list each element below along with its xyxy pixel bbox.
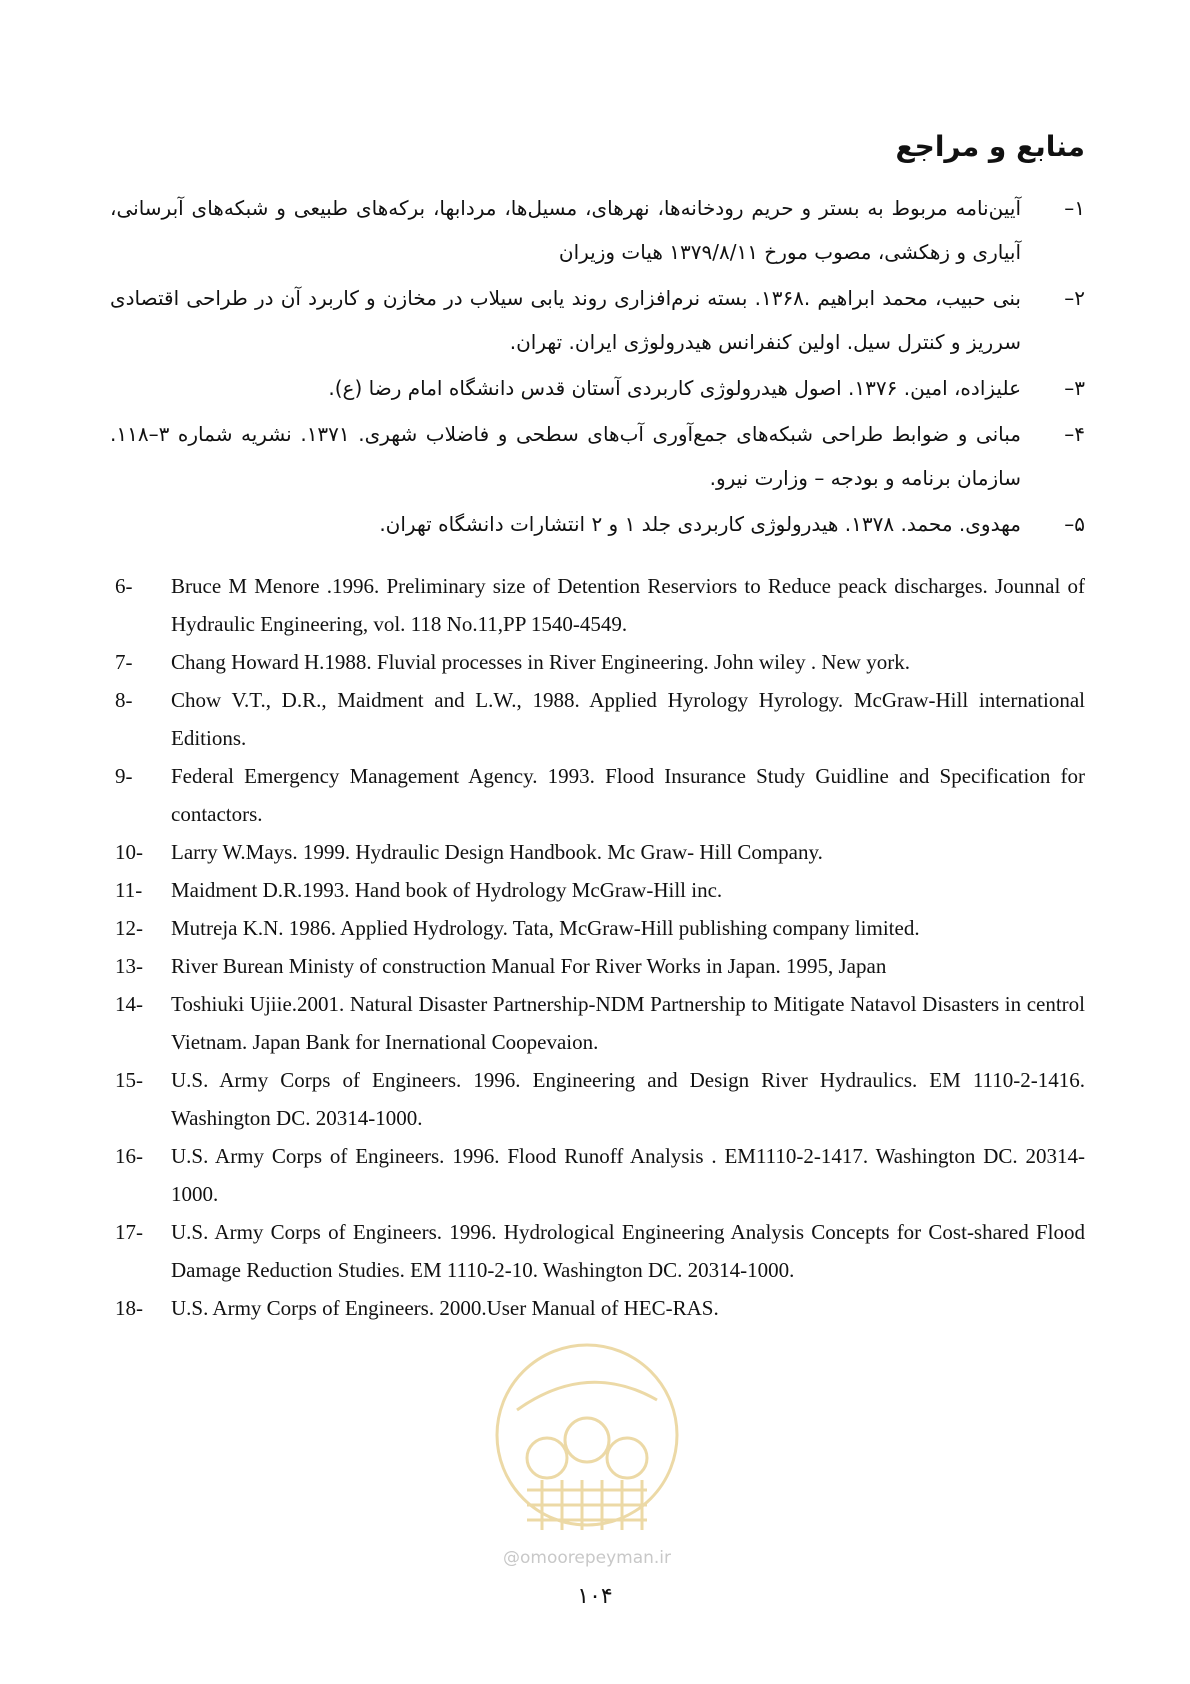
section-title: منابع و مراجع [895, 130, 1085, 163]
reference-number: 9- [115, 764, 133, 788]
reference-text: Chang Howard H.1988. Fluvial processes in River Engineering. John wiley . New york. [171, 650, 910, 674]
persian-reference-list [110, 186, 1085, 548]
reference-text: Bruce M Menore .1996. Preliminary size of Detention Reserviors to Reduce peack discharges. Jounnal of Hydraulic Engineering, vol. 118 No.11,PP 1540-4549. [171, 574, 1085, 636]
reference-item [115, 909, 1085, 947]
reference-item [115, 643, 1085, 681]
reference-item [110, 412, 1085, 500]
reference-number: ۵– [1064, 512, 1085, 536]
reference-text: Mutreja K.N. 1986. Applied Hydrology. Tata, McGraw-Hill publishing company limited. [171, 916, 920, 940]
reference-text: River Burean Ministy of construction Manual For River Works in Japan. 1995, Japan [171, 954, 887, 978]
reference-item [110, 276, 1085, 364]
reference-item [115, 1061, 1085, 1137]
reference-item [115, 681, 1085, 757]
reference-number: ۱– [1064, 196, 1085, 220]
reference-text: Maidment D.R.1993. Hand book of Hydrology McGraw-Hill inc. [171, 878, 723, 902]
watermark-logo-icon [487, 1340, 687, 1570]
reference-text: بنی حبیب، محمد ابراهیم .۱۳۶۸. بسته نرم‌افزاری روند یابی سیلاب در مخازن و کاربرد آن در طراحی اقتصادی سرریز و کنترل سیل. اولین کنفرانس هیدرولوژی ایران. تهران. [110, 286, 1021, 354]
reference-number: 13- [115, 954, 143, 978]
reference-number: 15- [115, 1068, 143, 1092]
reference-number: ۴– [1064, 422, 1085, 446]
reference-item [115, 947, 1085, 985]
reference-number: 16- [115, 1144, 143, 1168]
page-number: ۱۰۴ [577, 1584, 613, 1609]
reference-number: 11- [115, 878, 143, 902]
reference-number: 10- [115, 840, 143, 864]
reference-number: 8- [115, 688, 133, 712]
reference-number: 7- [115, 650, 133, 674]
reference-item [110, 366, 1085, 410]
reference-text: Federal Emergency Management Agency. 1993. Flood Insurance Study Guidline and Specification for contactors. [171, 764, 1085, 826]
english-reference-list [115, 567, 1085, 1327]
reference-number: 17- [115, 1220, 143, 1244]
reference-text: آیین‌نامه مربوط به بستر و حریم رودخانه‌ها، نهرهای، مسیل‌ها، مردابها، برکه‌های طبیعی و شبکه‌های آبرسانی، آبیاری و زهکشی، مصوب مورخ ۱۳۷۹/۸/۱۱ هیات وزیران [110, 196, 1021, 264]
reference-item [115, 1289, 1085, 1327]
reference-item [115, 1137, 1085, 1213]
reference-text: مبانی و ضوابط طراحی شبکه‌های جمع‌آوری آب‌های سطحی و فاضلاب شهری. ۱۳۷۱. نشریه شماره ۳–۱۱۸. سازمان برنامه و بودجه – وزارت نیرو. [110, 422, 1022, 490]
reference-text: U.S. Army Corps of Engineers. 2000.User Manual of HEC-RAS. [171, 1296, 719, 1320]
reference-number: 6- [115, 574, 133, 598]
reference-item [115, 1213, 1085, 1289]
reference-item [115, 567, 1085, 643]
reference-text: Larry W.Mays. 1999. Hydraulic Design Handbook. Mc Graw- Hill Company. [171, 840, 823, 864]
reference-text: Toshiuki Ujiie.2001. Natural Disaster Partnership-NDM Partnership to Mitigate Natavol Disasters in centrol Vietnam. Japan Bank for Inernational Coopevaion. [171, 992, 1085, 1054]
reference-item [110, 502, 1085, 546]
reference-number: ۲– [1064, 286, 1085, 310]
reference-number: 14- [115, 992, 143, 1016]
reference-number: 12- [115, 916, 143, 940]
reference-item [115, 871, 1085, 909]
reference-text: علیزاده، امین. ۱۳۷۶. اصول هیدرولوژی کاربردی آستان قدس دانشگاه امام رضا (ع). [328, 376, 1021, 400]
reference-item [115, 833, 1085, 871]
reference-number: ۳– [1064, 376, 1085, 400]
reference-item [115, 985, 1085, 1061]
reference-text: U.S. Army Corps of Engineers. 1996. Flood Runoff Analysis . EM1110-2-1417. Washington DC. 20314-1000. [171, 1144, 1085, 1206]
reference-text: Chow V.T., D.R., Maidment and L.W., 1988. Applied Hyrology Hyrology. McGraw-Hill international Editions. [171, 688, 1085, 750]
reference-item [115, 757, 1085, 833]
reference-item [110, 186, 1085, 274]
reference-text: U.S. Army Corps of Engineers. 1996. Hydrological Engineering Analysis Concepts for Cost-shared Flood Damage Reduction Studies. EM 1110-2-10. Washington DC. 20314-1000. [171, 1220, 1085, 1282]
reference-text: مهدوی. محمد. ۱۳۷۸. هیدرولوژی کاربردی جلد ۱ و ۲ انتشارات دانشگاه تهران. [379, 512, 1021, 536]
reference-number: 18- [115, 1296, 143, 1320]
reference-text: U.S. Army Corps of Engineers. 1996. Engineering and Design River Hydraulics. EM 1110-2-1416. Washington DC. 20314-1000. [171, 1068, 1085, 1130]
watermark-site-text: @omoorepeyman.ir [502, 1548, 672, 1568]
